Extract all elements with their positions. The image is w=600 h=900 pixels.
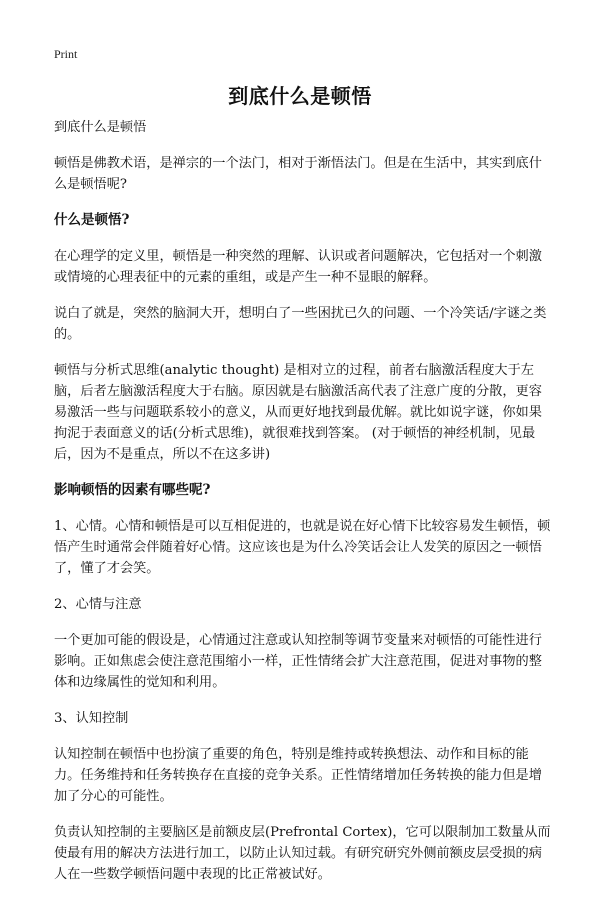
page-title: 到底什么是顿悟 — [228, 84, 372, 108]
prefrontal-paragraph: 负责认知控制的主要脑区是前额皮层(Prefrontal Cortex)，它可以限制加工数量从而使最有用的解决方法进行加工，以防止认知过载。有研究研究外侧前额皮层受损的病人在一些数学顿悟问题中表现的比正常被试好。 — [54, 825, 551, 882]
factor-3-paragraph: 认知控制在顿悟中也扮演了重要的角色，特别是维持或转换想法、动作和目标的能力。任务维持和任务转换存在直接的竞争关系。正性情绪增加任务转换的能力但是增加了分心的可能性。 — [54, 747, 542, 804]
analytic-thought-paragraph: 顿悟与分析式思维(analytic thought) 是相对立的过程，前者右脑激活程度大于左脑，后者左脑激活程度大于右脑。原因就是右脑激活高代表了注意广度的分散，更容易激活一些与问题联系较小的意义，从而更好地找到最优解。就比如说字谜，你如果拘泥于表面意义的话(分析式思维)，就很难找到答案。 (对于顿悟的神经机制，见最后，因为不是重点，所以不在这多讲) — [54, 363, 542, 462]
plain-explanation-paragraph: 说白了就是，突然的脑洞大开，想明白了一些困扰已久的问题、一个冷笑话/字谜之类的。 — [54, 306, 547, 342]
factor-3-heading: 3、认知控制 — [54, 711, 129, 726]
factor-1-paragraph: 1、心情。心情和顿悟是可以互相促进的，也就是说在好心情下比较容易发生顿悟，顿悟产生时通常会伴随着好心情。这应该也是为什么冷笑话会让人发笑的原因之一顿悟了，懂了才会笑。 — [54, 519, 551, 576]
print-label: Print — [54, 47, 78, 61]
definition-paragraph: 在心理学的定义里，顿悟是一种突然的理解、认识或者问题解决，它包括对一个刺激或情境的心理表征中的元素的重组，或是产生一种不显眼的解释。 — [54, 249, 542, 285]
factor-2-heading: 2、心情与注意 — [54, 597, 142, 612]
intro-paragraph: 顿悟是佛教术语，是禅宗的一个法门，相对于渐悟法门。但是在生活中，其实到底什么是顿悟呢? — [54, 156, 542, 192]
section-heading-what-is: 什么是顿悟? — [54, 212, 130, 228]
subtitle-text: 到底什么是顿悟 — [54, 120, 147, 135]
article-body — [54, 117, 554, 900]
factor-2-paragraph: 一个更加可能的假设是，心情通过注意或认知控制等调节变量来对顿悟的可能性进行影响。正如焦虑会使注意范围缩小一样，正性情绪会扩大注意范围，促进对事物的整体和边缘属性的觉知和利用。 — [54, 633, 542, 690]
section-heading-factors: 影响顿悟的因素有哪些呢? — [54, 482, 211, 498]
